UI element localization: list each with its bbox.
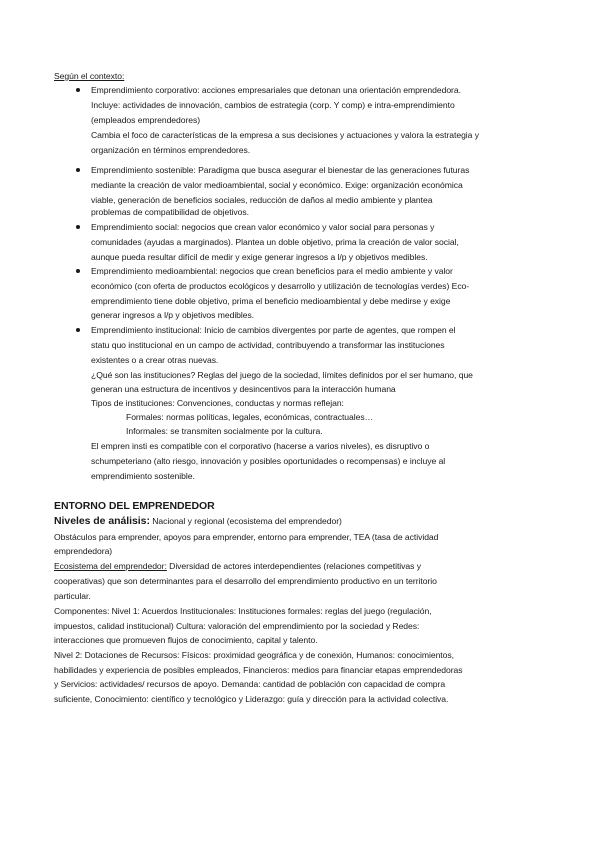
ecosystem-line-3: particular. <box>54 591 91 601</box>
bullet-5-line-4: ¿Qué son las instituciones? Reglas del juego de la sociedad, límites definidos por el ser humano, que <box>91 370 473 380</box>
bullet-5-sub-line-1: Formales: normas políticas, legales, económicas, contractuales… <box>126 412 374 422</box>
bullet-icon <box>76 88 80 92</box>
obstacles-line-2: emprendedora) <box>54 546 113 556</box>
bullet-5-line-3: existentes o a crear otras nuevas. <box>91 355 219 365</box>
bullet-5-line-2: statu quo institucional en un campo de actividad, contribuyendo a transformar las instituciones <box>91 340 445 350</box>
bullet-icon <box>76 168 80 172</box>
bullet-4-line-4: generar ingresos a l/p y objetivos medibles. <box>91 310 255 320</box>
level2-line-3: y Servicios: actividades/ recursos de apoyo. Demanda: cantidad de población con capacidad de compra <box>54 679 446 689</box>
obstacles-line-1: Obstáculos para emprender, apoyos para emprender, entorno para emprender, TEA (tasa de actividad <box>54 532 439 542</box>
bullet-1-line-1: Emprendimiento corporativo: acciones empresariales que detonan una orientación emprendedora. <box>91 85 461 95</box>
bullet-3-line-2: comunidades (ayudas a marginados). Plantea un doble objetivo, prima la creación de valor social, <box>91 237 459 247</box>
bullet-1-line-4: Cambia el foco de características de la empresa a sus decisiones y actuaciones y valora la estrategia y <box>91 130 479 140</box>
components-line-2: impuestos, calidad institucional) Cultura: valoración del emprendimiento por la sociedad y Redes: <box>54 621 420 631</box>
levels-label: Niveles de análisis: <box>54 515 150 527</box>
bullet-1-line-5: organización en términos emprendedores. <box>91 145 251 155</box>
levels-row <box>54 516 342 527</box>
bullet-5-line-6: Tipos de instituciones: Convenciones, conductas y normas reflejan: <box>91 398 344 408</box>
bullet-4-line-1: Emprendimiento medioambiental: negocios que crean beneficios para el medio ambiente y valor <box>91 266 453 276</box>
bullet-4-line-3: emprendimiento tiene doble objetivo, prima el beneficio medioambiental y debe medirse y exige <box>91 296 451 306</box>
level2-line-4: suficiente, Conocimiento: científico y tecnológico y Liderazgo: guía y dirección para la actividad colectiva. <box>54 694 449 704</box>
bullet-2-line-2: mediante la creación de valor medioambiental, social y económico. Exige: organización económica <box>91 180 463 190</box>
bullet-5-after-line-1: El empren insti es compatible con el corporativo (hacerse a varios niveles), es disruptivo o <box>91 441 430 451</box>
levels-text: Nacional y regional (ecosistema del emprendedor) <box>149 516 342 526</box>
ecosystem-label: Ecosistema del emprendedor: <box>54 561 167 571</box>
level2-line-1: Nivel 2: Dotaciones de Recursos: Físicos: proximidad geográfica y de conexión, Humanos: conocimientos, <box>54 650 454 660</box>
bullet-2-line-3: viable, generación de beneficios sociales, reducción de daños al medio ambiente y plantea <box>91 195 433 205</box>
bullet-5-line-1: Emprendimiento institucional: Inicio de cambios divergentes por parte de agentes, que rompen el <box>91 325 456 335</box>
ecosystem-row <box>54 561 421 572</box>
bullet-3-line-3: aunque pueda resultar difícil de medir y exige generar ingresos a l/p y objetivos medibles. <box>91 252 428 262</box>
level2-line-2: habilidades y experiencia de posibles empleados, Financieros: medios para financiar etapas emprendedoras <box>54 665 463 675</box>
bullet-5-sub-line-2: Informales: se transmiten socialmente por la cultura. <box>126 426 323 436</box>
components-line-3: interacciones que promueven flujos de conocimiento, capital y talento. <box>54 635 318 645</box>
components-line-1: Componentes: Nivel 1: Acuerdos Institucionales: Instituciones formales: reglas del juego (regulación, <box>54 606 432 616</box>
ecosystem-first: Diversidad de actores interdependientes (relaciones competitivas y <box>166 561 421 571</box>
entorno-title: ENTORNO DEL EMPRENDEDOR <box>54 500 215 512</box>
bullet-2-line-1: Emprendimiento sostenible: Paradigma que busca asegurar el bienestar de las generaciones futuras <box>91 165 470 175</box>
bullet-5-line-5: generan una estructura de incentivos y desincentivos para la interacción humana <box>91 384 396 394</box>
bullet-icon <box>76 328 80 332</box>
bullet-5-after-line-2: schumpeteriano (alto riesgo, innovación y posibles oportunidades o recompensas) e incluye al <box>91 456 446 466</box>
bullet-1-line-3: (empleados emprendedores) <box>91 115 201 125</box>
bullet-icon <box>76 225 80 229</box>
bullet-5-after-line-3: emprendimiento sostenible. <box>91 471 195 481</box>
bullet-3-line-1: Emprendimiento social: negocios que crean valor económico y valor social para personas y <box>91 222 435 232</box>
bullet-4-line-2: económico (con oferta de productos ecológicos y desarrollo y utilización de tecnologías verdes) Eco- <box>91 281 470 291</box>
bullet-2-line-4: problemas de compatibilidad de objetivos. <box>91 207 249 217</box>
ecosystem-line-2: cooperativas) que son determinantes para el desarrollo del emprendimiento productivo en un territorio <box>54 576 437 586</box>
context-heading: Según el contexto: <box>54 71 125 81</box>
bullet-icon <box>76 269 80 273</box>
bullet-1-line-2: Incluye: actividades de innovación, cambios de estrategia (corp. Y comp) e intra-emprendimiento <box>91 100 455 110</box>
